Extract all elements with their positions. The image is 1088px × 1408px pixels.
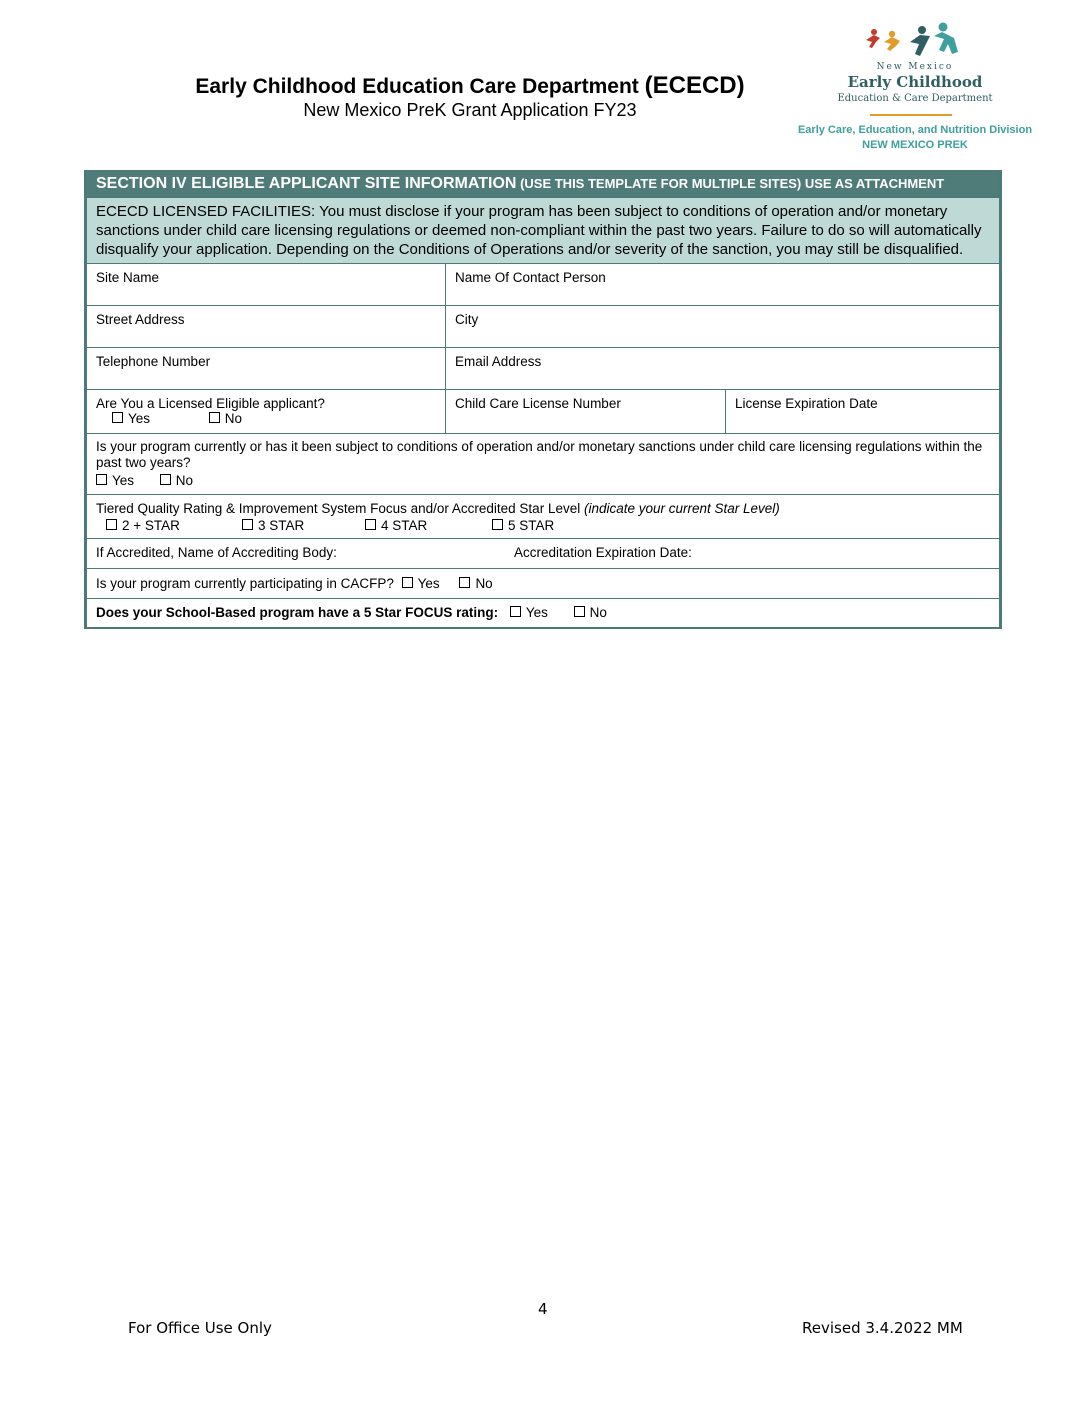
footer-office-use: For Office Use Only [128,1319,272,1337]
licensed-yes-checkbox[interactable]: Yes [112,411,150,426]
licensed-facilities-notice: ECECD LICENSED FACILITIES: You must disclose if your program has been subject to conditions of operation and/or monetary sanctions under child care licensing regulations or deemed non-compliant within the past two years. Failure to do so will automatically disqualify your application. Depending on the Conditions of Operations and/or severity of the sanction, you may still be disqualified. [87,196,999,263]
section-header [87,170,999,196]
form-row-sanctions [87,433,999,494]
children-figures-icon [860,22,970,62]
contact-person-field[interactable] [445,264,999,305]
license-expiration-label: License Expiration Date [735,396,878,411]
page-subtitle: New Mexico PreK Grant Application FY23 [303,100,637,120]
ececd-logo [790,22,1050,162]
form-row-address [87,305,999,347]
telephone-label: Telephone Number [96,354,211,369]
email-label: Email Address [455,354,542,369]
tiered-question: Tiered Quality Rating & Improvement System Focus and/or Accredited Star Level [96,501,584,516]
star-3-checkbox[interactable]: 3 STAR [242,517,365,534]
licensed-applicant-question: Are You a Licensed Eligible applicant? [96,396,325,411]
email-field[interactable] [445,348,999,389]
tiered-rating-field [87,495,999,538]
star-4-checkbox[interactable]: 4 STAR [365,517,492,534]
sanctions-no-checkbox[interactable]: No [160,473,193,489]
page-number: 4 [538,1300,548,1318]
licensed-no-checkbox[interactable]: No [209,411,242,426]
cacfp-no-checkbox[interactable]: No [459,576,492,591]
street-address-label: Street Address [96,312,185,327]
title-acronym: (ECECD) [644,72,745,99]
licensed-applicant-field [87,390,445,433]
accreditation-field[interactable] [87,539,999,568]
form-row-contact [87,347,999,389]
form-row-tiered [87,494,999,538]
tiered-hint: (indicate your current Star Level) [583,501,780,516]
cacfp-question: Is your program currently participating in CACFP? [96,576,394,591]
form-row-license [87,389,999,433]
form-row-focus [87,598,999,627]
focus-rating-field [87,599,999,627]
focus-yes-checkbox[interactable]: Yes [510,605,548,620]
contact-person-label: Name Of Contact Person [455,270,606,285]
cacfp-yes-checkbox[interactable]: Yes [402,576,440,591]
license-expiration-field[interactable] [725,390,999,433]
sanctions-field [87,434,999,494]
section-note: (USE THIS TEMPLATE FOR MULTIPLE SITES) USE AS ATTACHMENT [516,176,945,191]
logo-division: Early Care, Education, and Nutrition Division [797,124,1033,136]
street-address-field[interactable] [87,306,445,347]
city-label: City [455,312,479,327]
footer-revised: Revised 3.4.2022 MM [802,1319,963,1337]
logo-program: NEW MEXICO PREK [862,139,968,151]
form-row-accreditation [87,538,999,568]
star-2-checkbox[interactable]: 2 + STAR [106,517,242,534]
sanctions-question: Is your program currently or has it been subject to conditions of operation and/or monetary sanctions under child care licensing regulations within the past two years? [96,439,983,470]
section-title: SECTION IV ELIGIBLE APPLICANT SITE INFORMATION [96,175,517,192]
city-field[interactable] [445,306,999,347]
form-row-cacfp [87,568,999,598]
logo-state: New Mexico [876,62,954,72]
logo-dept: Education & Care Department [837,93,993,104]
logo-name: Early Childhood [847,73,983,91]
star-5-checkbox[interactable]: 5 STAR [492,517,554,534]
page-title: Early Childhood Education Care Department (ECECD) [195,72,745,99]
focus-no-checkbox[interactable]: No [574,605,607,620]
sanctions-yes-checkbox[interactable]: Yes [96,473,134,489]
site-information-form [84,170,1002,629]
focus-question: Does your School-Based program have a 5 Star FOCUS rating: [96,605,499,620]
cacfp-field [87,569,999,598]
accrediting-body-label: If Accredited, Name of Accrediting Body: [96,545,337,560]
accreditation-expiration-label: Accreditation Expiration Date: [514,545,692,560]
license-number-label: Child Care License Number [455,396,621,411]
license-number-field[interactable] [445,390,725,433]
telephone-field[interactable] [87,348,445,389]
site-name-field[interactable] [87,264,445,305]
site-name-label: Site Name [96,270,160,285]
form-row-site [87,263,999,305]
logo-rule [870,114,952,116]
